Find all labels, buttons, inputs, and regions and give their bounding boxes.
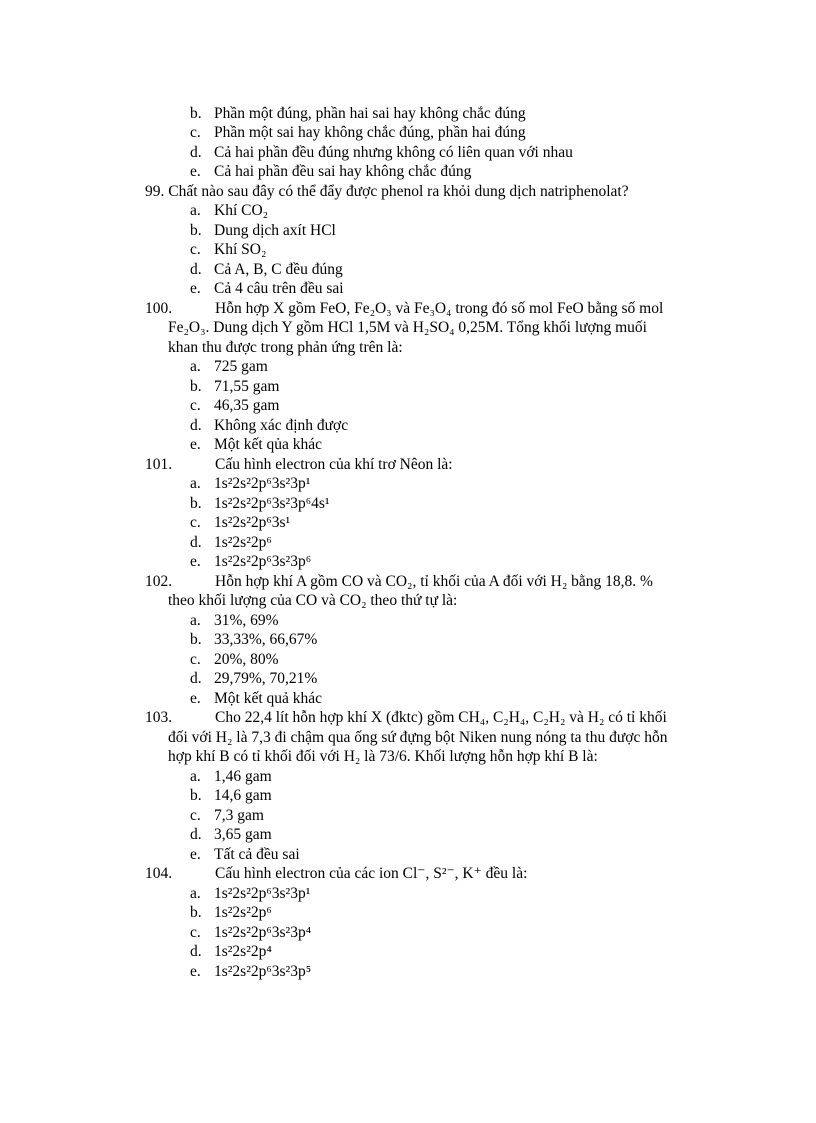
option-text: 1s²2s²2p⁶3s²3p⁶ <box>214 553 312 570</box>
question-text: Cấu hình electron của các ion Cl⁻, S²⁻, K⁺ đều là: <box>215 865 528 882</box>
q101-option-e <box>190 552 311 572</box>
q103-option-d <box>190 825 272 845</box>
option-text: 7,3 gam <box>214 807 264 824</box>
option-text: Phần một sai hay không chắc đúng, phần hai đúng <box>214 124 526 141</box>
option-letter: e. <box>190 553 201 570</box>
q102-option-e <box>190 689 322 709</box>
option-letter: e. <box>190 280 201 297</box>
option-letter: e. <box>190 963 201 980</box>
option-letter: e. <box>190 690 201 707</box>
option-letter: b. <box>190 787 202 804</box>
q99-option-a <box>190 201 268 221</box>
option-letter: c. <box>190 807 201 824</box>
option-letter: c. <box>190 241 201 258</box>
question-number: 103. <box>145 709 173 726</box>
option-letter: e. <box>190 846 201 863</box>
q102-option-c <box>190 650 279 670</box>
option-letter: c. <box>190 397 201 414</box>
option-letter: a. <box>190 885 201 902</box>
option-letter: d. <box>190 417 202 434</box>
question-number: 100. <box>145 300 173 317</box>
option-letter: d. <box>190 534 202 551</box>
question-103-line-1 <box>145 708 667 728</box>
q101-option-c <box>190 513 290 533</box>
q100-option-e <box>190 435 322 455</box>
option-text: 1s²2s²2p⁶ <box>214 534 272 551</box>
option-text: 725 gam <box>214 358 268 375</box>
option-text: 31%, 69% <box>214 612 279 629</box>
option-letter: d. <box>190 670 202 687</box>
option-text: 33,33%, 66,67% <box>214 631 318 648</box>
option-letter: a. <box>190 768 201 785</box>
option-text: Khí CO₂ <box>214 202 269 219</box>
option-text: 1s²2s²2p⁴ <box>214 943 272 960</box>
q102-option-d <box>190 669 317 689</box>
question-103-line-3: hợp khí B có tỉ khối đối với H₂ là 73/6. Khối lượng hỗn hợp khí B là: <box>168 748 598 765</box>
option-text: 1s²2s²2p⁶3s²3p⁶4s¹ <box>214 495 330 512</box>
question-99-text: 99. Chất nào sau đây có thể đẩy được phenol ra khỏi dung dịch natriphenolat? <box>145 183 629 200</box>
q99-option-b <box>190 221 336 241</box>
q102-option-a <box>190 611 279 631</box>
option-text: Dung dịch axít HCl <box>214 222 336 239</box>
option-text: Không xác định được <box>214 417 349 434</box>
q103-option-a <box>190 767 272 787</box>
option-text: 71,55 gam <box>214 378 280 395</box>
option-text: Cả A, B, C đều đúng <box>214 261 343 278</box>
option-text: 29,79%, 70,21% <box>214 670 318 687</box>
option-letter: b. <box>190 631 202 648</box>
question-101-line-1 <box>145 455 453 475</box>
option-text: 1,46 gam <box>214 768 272 785</box>
option-text: Tất cả đều sai <box>214 846 300 863</box>
option-text: Cả hai phần đều đúng nhưng không có liên quan với nhau <box>214 144 573 161</box>
option-text: 1s²2s²2p⁶3s²3p⁵ <box>214 963 312 980</box>
question-100-line-2: Fe₂O₃. Dung dịch Y gồm HCl 1,5M và H₂SO₄ 0,25M. Tổng khối lượng muối <box>168 319 647 336</box>
option-text: 14,6 gam <box>214 787 272 804</box>
question-number: 102. <box>145 573 173 590</box>
q104-option-b <box>190 903 272 923</box>
q100-option-a <box>190 357 268 377</box>
question-text: Cho 22,4 lít hỗn hợp khí X (đktc) gồm CH₄, C₂H₄, C₂H₂ và H₂ có tỉ khối <box>215 709 667 726</box>
option-text: 1s²2s²2p⁶ <box>214 904 272 921</box>
option-text: Cả hai phần đều sai hay không chắc đúng <box>214 163 472 180</box>
q104-option-a <box>190 884 310 904</box>
question-text: Cấu hình electron của khí trơ Nêon là: <box>215 456 453 473</box>
question-100-line-3: khan thu được trong phản ứng trên là: <box>168 339 403 356</box>
q101-option-b <box>190 494 330 514</box>
option-letter: b. <box>190 495 202 512</box>
q103-option-c <box>190 806 264 826</box>
question-text: Hỗn hợp X gồm FeO, Fe₂O₃ và Fe₃O₄ trong đó số mol FeO bằng số mol <box>215 300 664 317</box>
option-text: 46,35 gam <box>214 397 280 414</box>
q100-option-c <box>190 396 279 416</box>
option-letter: a. <box>190 612 201 629</box>
option-letter: b. <box>190 378 202 395</box>
option-text: Một kết qủa khác <box>214 436 323 453</box>
q98-option-b <box>190 104 526 124</box>
option-letter: e. <box>190 436 201 453</box>
q101-option-d <box>190 533 272 553</box>
option-text: Khí SO₂ <box>214 241 267 258</box>
option-letter: c. <box>190 124 201 141</box>
option-letter: a. <box>190 475 201 492</box>
question-number: 101. <box>145 456 173 473</box>
q104-option-d <box>190 942 272 962</box>
q103-option-b <box>190 786 272 806</box>
q98-option-c <box>190 123 526 143</box>
question-100-line-1 <box>145 299 663 319</box>
option-letter: e. <box>190 163 201 180</box>
option-text: Phần một đúng, phần hai sai hay không chắc đúng <box>214 105 526 122</box>
option-letter: b. <box>190 222 202 239</box>
q103-option-e <box>190 845 300 865</box>
option-letter: a. <box>190 202 201 219</box>
q100-option-b <box>190 377 279 397</box>
option-letter: a. <box>190 358 201 375</box>
q101-option-a <box>190 474 310 494</box>
q98-option-e <box>190 162 471 182</box>
question-103-line-2: đối với H₂ là 7,3 đi chậm qua ống sứ đựng bột Niken nung nóng ta thu được hỗn <box>168 729 668 746</box>
option-letter: d. <box>190 144 202 161</box>
q100-option-d <box>190 416 348 436</box>
option-letter: c. <box>190 514 201 531</box>
question-104-line-1 <box>145 864 527 884</box>
question-text: Hỗn hợp khí A gồm CO và CO₂, tỉ khối của A đối với H₂ bằng 18,8. % <box>215 573 653 590</box>
option-text: 3,65 gam <box>214 826 272 843</box>
question-102-line-2: theo khối lượng của CO và CO₂ theo thứ tự là: <box>168 592 458 609</box>
option-text: 1s²2s²2p⁶3s²3p¹ <box>214 475 311 492</box>
option-letter: d. <box>190 261 202 278</box>
option-letter: c. <box>190 651 201 668</box>
option-text: Cả 4 câu trên đều sai <box>214 280 344 297</box>
option-letter: b. <box>190 904 202 921</box>
option-text: Một kết quả khác <box>214 690 323 707</box>
q98-option-d <box>190 143 573 163</box>
option-letter: c. <box>190 924 201 941</box>
option-text: 1s²2s²2p⁶3s¹ <box>214 514 291 531</box>
option-text: 1s²2s²2p⁶3s²3p⁴ <box>214 924 312 941</box>
option-text: 20%, 80% <box>214 651 279 668</box>
q104-option-e <box>190 962 311 982</box>
q99-option-d <box>190 260 343 280</box>
option-text: 1s²2s²2p⁶3s²3p¹ <box>214 885 311 902</box>
q99-option-e <box>190 279 344 299</box>
q102-option-b <box>190 630 317 650</box>
q104-option-c <box>190 923 311 943</box>
question-102-line-1 <box>145 572 653 592</box>
q99-option-c <box>190 240 266 260</box>
option-letter: d. <box>190 943 202 960</box>
option-letter: d. <box>190 826 202 843</box>
question-number: 104. <box>145 865 173 882</box>
option-letter: b. <box>190 105 202 122</box>
